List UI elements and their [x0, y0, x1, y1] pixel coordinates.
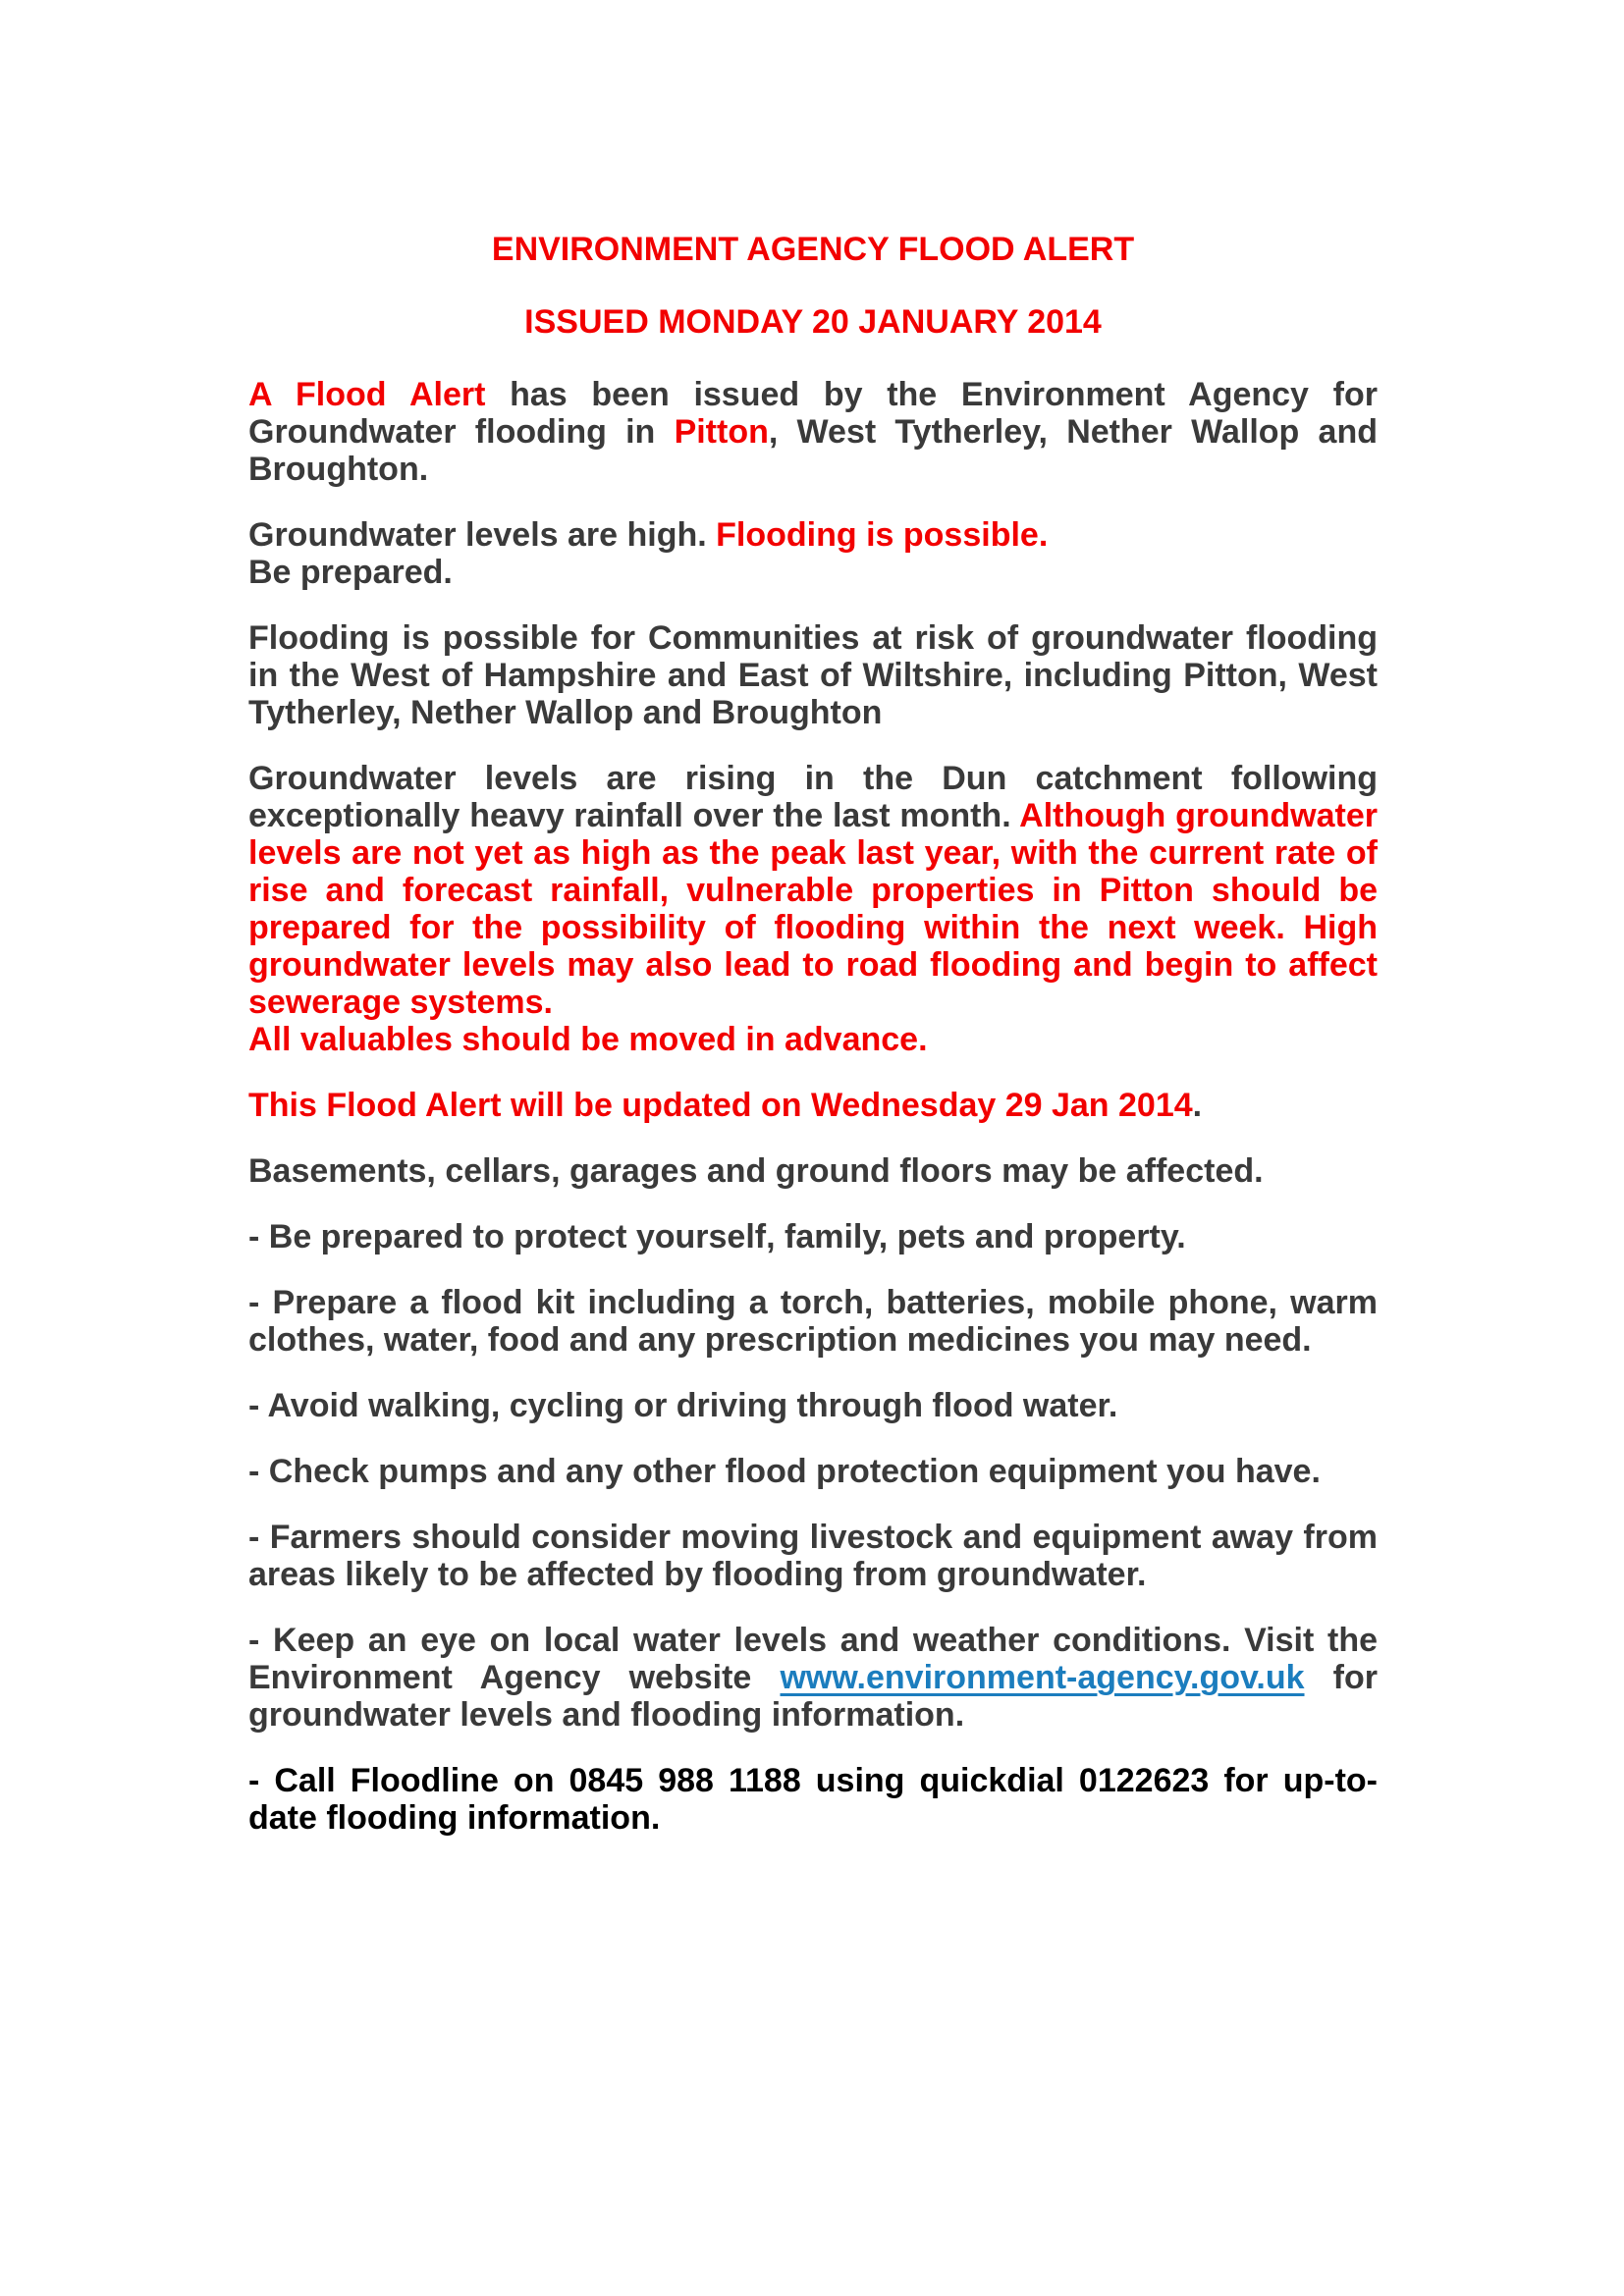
text-run: . [1192, 1087, 1203, 1124]
paragraph-floodline: - Call Floodline on 0845 988 1188 using quickdial 0122623 for up-to-date flooding information. [248, 1762, 1378, 1837]
text-run: , West Tytherley, Nether Wallop and Broughton. [248, 413, 1378, 488]
paragraph-groundwater-rising [248, 760, 1378, 1058]
environment-agency-link[interactable]: www.environment-agency.gov.uk [780, 1659, 1305, 1696]
flooding-possible-emphasis: Flooding is possible. [716, 516, 1049, 554]
advice-item-farmers: - Farmers should consider moving livestock and equipment away from areas likely to be affected by flooding from groundwater. [248, 1519, 1378, 1593]
text-run: for groundwater levels and flooding information. [248, 1659, 1378, 1734]
text-run: Groundwater levels are high. [248, 516, 717, 554]
text-run: Groundwater levels are rising in the Dun catchment following exceptionally heavy rainfall over the last month. [248, 760, 1378, 834]
valuables-advice-line: All valuables should be moved in advance. [248, 1021, 928, 1058]
document-title: ENVIRONMENT AGENCY FLOOD ALERT [491, 231, 1135, 268]
pitton-emphasis: Pitton [674, 413, 769, 451]
text-run: has been issued by the Environment Agency for Groundwater flooding in [248, 376, 1378, 451]
advice-item-check-pumps: - Check pumps and any other flood protection equipment you have. [248, 1453, 1321, 1490]
paragraph-affected-areas: Basements, cellars, garages and ground floors may be affected. [248, 1152, 1264, 1190]
text-run: - Keep an eye on local water levels and weather conditions. Visit the Environment Agency website [248, 1622, 1378, 1696]
paragraph-communities-at-risk: Flooding is possible for Communities at risk of groundwater flooding in the West of Hampshire and East of Wiltshire, including Pitton, West Tytherley, Nether Wallop and Broughton [248, 619, 1378, 731]
paragraph-levels-high [248, 516, 1378, 591]
paragraph-update-notice [248, 1087, 1378, 1124]
update-notice-emphasis: This Flood Alert will be updated on Wednesday 29 Jan 2014 [248, 1087, 1193, 1124]
warning-emphasis: Although groundwater levels are not yet as high as the peak last year, with the current rate of rise and forecast rainfall, vulnerable properties in Pitton should be prepared for the possibility of flooding within the next week. High groundwater levels may also lead to road flooding and begin to affect sewerage systems. [248, 797, 1378, 1021]
flood-alert-emphasis: A Flood Alert [248, 376, 486, 413]
paragraph-keep-an-eye [248, 1622, 1378, 1734]
paragraph-alert-issued [248, 376, 1378, 488]
advice-item-protect: - Be prepared to protect yourself, family, pets and property. [248, 1218, 1186, 1255]
advice-item-avoid-floodwater: - Avoid walking, cycling or driving through flood water. [248, 1387, 1118, 1424]
issued-date-line: ISSUED MONDAY 20 JANUARY 2014 [524, 303, 1102, 341]
advice-item-flood-kit: - Prepare a flood kit including a torch, batteries, mobile phone, warm clothes, water, food and any prescription medicines you may need. [248, 1284, 1378, 1359]
be-prepared-line: Be prepared. [248, 554, 453, 591]
